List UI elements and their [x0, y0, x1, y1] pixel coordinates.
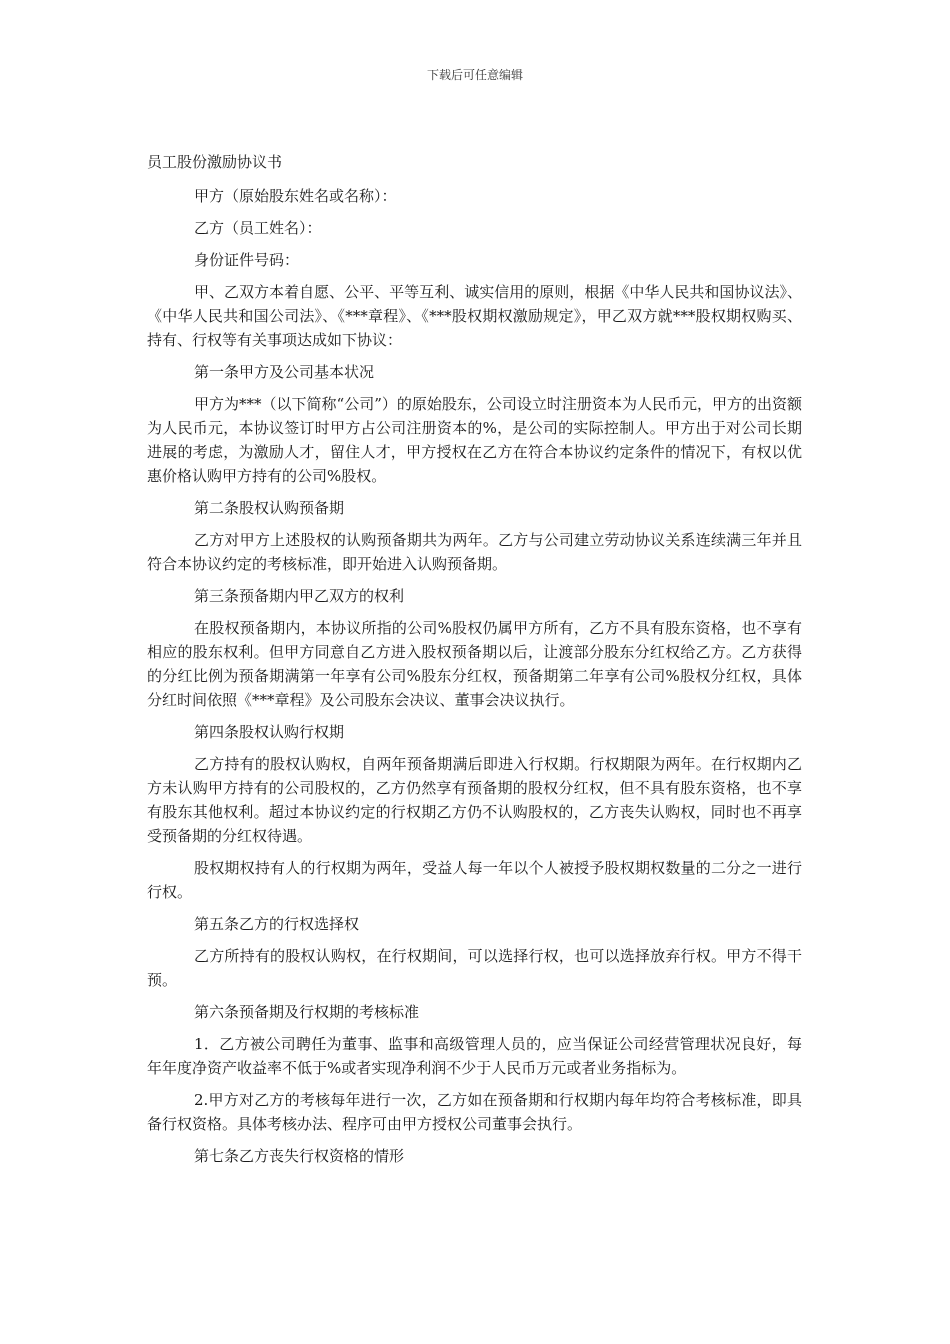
article-6-item-2: 2.甲方对乙方的考核每年进行一次，乙方如在预备期和行权期内每年均符合考核标准，即具备行权资格。具体考核办法、程序可由甲方授权公司董事会执行。: [147, 1091, 802, 1133]
article-7-heading: 第七条乙方丧失行权资格的情形: [194, 1147, 405, 1165]
article-5-heading: 第五条乙方的行权选择权: [194, 915, 360, 933]
page-header: 下载后可任意编辑: [426, 68, 523, 82]
article-1-heading: 第一条甲方及公司基本状况: [194, 363, 375, 381]
article-5-paragraph: 乙方所持有的股权认购权，在行权期间，可以选择行权，也可以选择放弃行权。甲方不得干预。: [147, 947, 802, 989]
preamble-paragraph: 甲、乙双方本着自愿、公平、平等互利、诚实信用的原则，根据《中华人民共和国协议法》、《中华人民共和国公司法》、《***章程》、《***股权期权激励规定》，甲乙双方就***股权期权购买、持有、行权等有关事项达成如下协议：: [147, 283, 802, 349]
document-body: [147, 150, 802, 1176]
document-title: 员工股份激励协议书: [147, 153, 283, 171]
article-2-paragraph: 乙方对甲方上述股权的认购预备期共为两年。乙方与公司建立劳动协议关系连续满三年并且符合本协议约定的考核标准，即开始进入认购预备期。: [147, 531, 802, 573]
article-1-paragraph: 甲方为***（以下简称“公司”）的原始股东，公司设立时注册资本为人民币元，甲方的出资额为人民币元，本协议签订时甲方占公司注册资本的%，是公司的实际控制人。甲方出于对公司长期进展的考虑，为激励人才，留住人才，甲方授权在乙方在符合本协议约定条件的情况下，有权以优惠价格认购甲方持有的公司%股权。: [147, 395, 802, 485]
article-6-heading: 第六条预备期及行权期的考核标准: [194, 1003, 420, 1021]
article-3-paragraph: 在股权预备期内，本协议所指的公司%股权仍属甲方所有，乙方不具有股东资格，也不享有相应的股东权利。但甲方同意自乙方进入股权预备期以后，让渡部分股东分红权给乙方。乙方获得的分红比例为预备期满第一年享有公司%股东分红权，预备期第二年享有公司%股权分红权，具体分红时间依照《***章程》及公司股东会决议、董事会决议执行。: [147, 619, 802, 709]
article-4-paragraph-1: 乙方持有的股权认购权，自两年预备期满后即进入行权期。行权期限为两年。在行权期内乙方未认购甲方持有的公司股权的，乙方仍然享有预备期的股权分红权，但不具有股东资格，也不享有股东其他权利。超过本协议约定的行权期乙方仍不认购股权的，乙方丧失认购权，同时也不再享受预备期的分红权待遇。: [147, 755, 802, 845]
article-3-heading: 第三条预备期内甲乙双方的权利: [194, 587, 405, 605]
party-b-line: 乙方（员工姓名）：: [194, 219, 322, 237]
party-a-line: 甲方（原始股东姓名或名称）：: [194, 187, 397, 205]
article-6-item-1: 1．乙方被公司聘任为董事、监事和高级管理人员的，应当保证公司经营管理状况良好，每年年度净资产收益率不低于%或者实现净利润不少于人民币万元或者业务指标为。: [147, 1035, 802, 1077]
article-2-heading: 第二条股权认购预备期: [194, 499, 345, 517]
article-4-paragraph-2: 股权期权持有人的行权期为两年，受益人每一年以个人被授予股权期权数量的二分之一进行行权。: [147, 859, 802, 901]
id-number-line: 身份证件号码：: [194, 251, 300, 269]
article-4-heading: 第四条股权认购行权期: [194, 723, 345, 741]
